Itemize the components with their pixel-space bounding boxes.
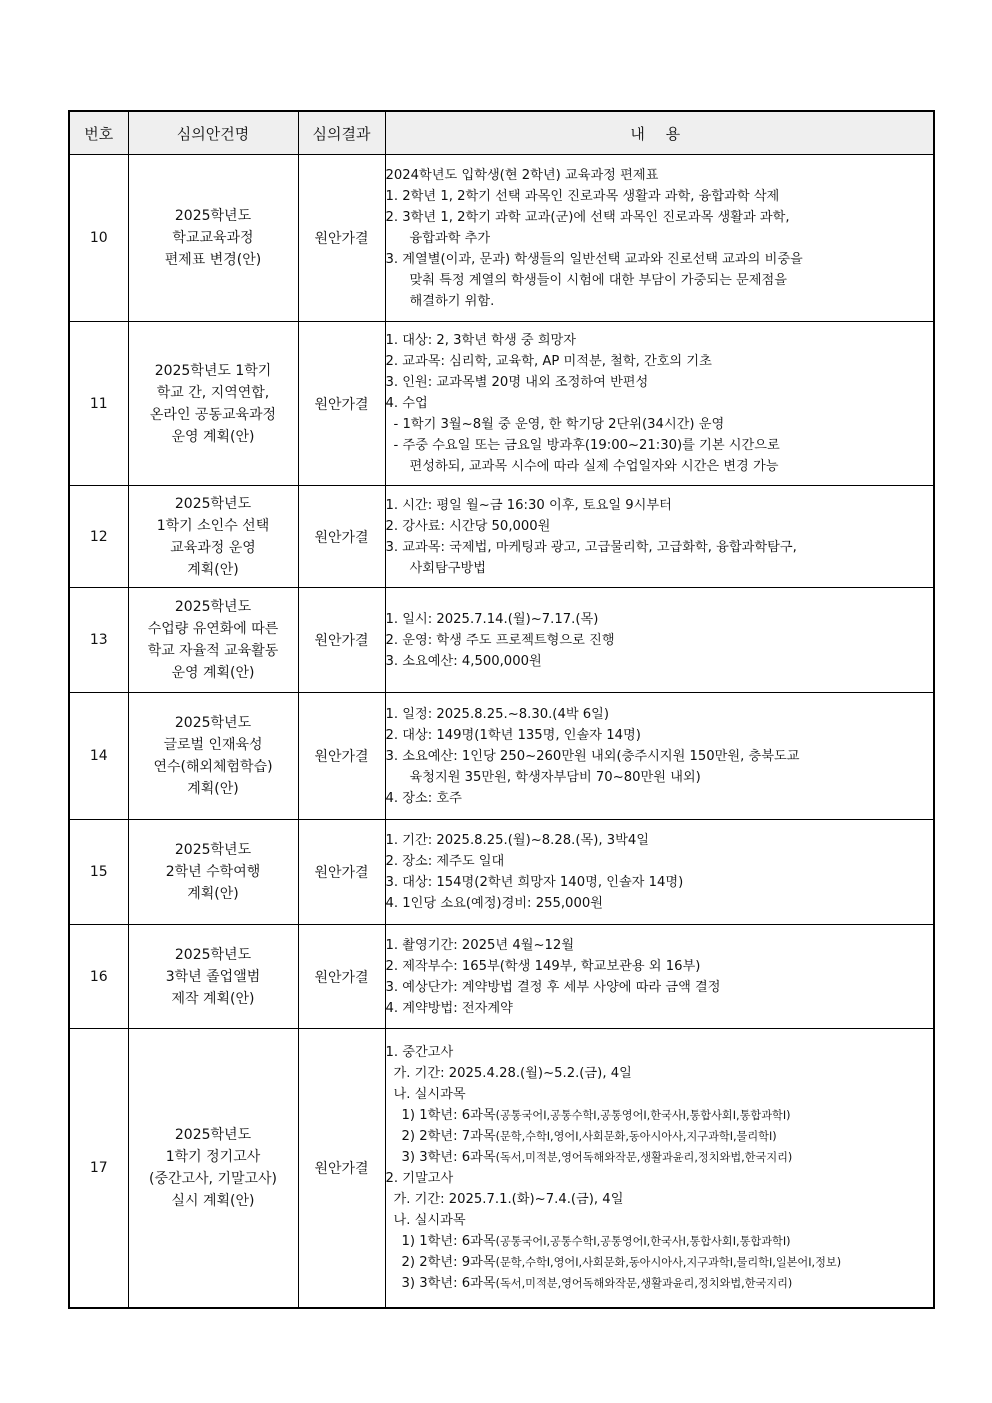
content-line [386,630,934,651]
agenda-title-line: 2025학년도 [174,208,252,224]
content-text: 나. 실시과목 [393,1212,466,1228]
content-text: 1. 대상: 2, 3학년 학생 중 희망자 [385,333,577,348]
content-text: 1. 중간고사 [385,1044,454,1060]
row-number: 10 [69,155,128,322]
agenda-title [128,925,298,1029]
content-text: 3. 인원: 교과목별 20명 내외 조정하여 반편성 [385,375,649,390]
content-text: 3. 계열별(이과, 문과) 학생들의 일반선택 교과와 진로선택 교과의 비중을 [385,251,803,267]
content-line [386,495,934,516]
content-line [386,851,934,872]
content-text: 1. 2학년 1, 2학기 선택 과목인 진로과목 생활과 과학, 융합과학 삭제 [385,188,780,204]
content-text: 1. 일시: 2025.7.14.(월)~7.17.(목) [385,611,599,627]
subject-list: (문학,수학Ⅰ,영어Ⅰ,사회문화,동아시아사,지구과학Ⅰ,물리학Ⅰ) [495,1129,777,1143]
content-text: 가. 기간: 2025.7.1.(화)~7.4.(금), 4일 [393,1191,624,1207]
content-text: 2. 제작부수: 165부(학생 149부, 학교보관용 외 16부) [385,958,701,974]
content-text: 3) 3학년: 6과목 [401,1275,496,1291]
content-text: 3. 소요예산: 4,500,000원 [385,653,542,669]
content-line [386,935,934,956]
agenda-title-line: 계획(안) [187,886,239,902]
deliberation-result: 원안가결 [298,486,385,588]
content-line [386,1189,934,1210]
agenda-title-line: 운영 계획(안) [171,428,255,445]
content-line [386,228,934,249]
content-text: - 1학기 3월~8월 중 운영, 한 학기당 2단위(34시간) 운영 [393,417,725,432]
content-line [386,1273,934,1294]
agenda-title-line: 학교교육과정 [172,230,254,246]
deliberation-result: 원안가결 [298,322,385,486]
content-cell [385,820,934,925]
content-line [386,998,934,1019]
content-text: 해결하기 위함. [409,293,495,309]
table-row [69,693,934,820]
content-cell [385,1029,934,1308]
content-text: 육청지원 35만원, 학생자부담비 70~80만원 내외) [409,769,701,785]
agenda-title-line: 편제표 변경(안) [164,252,262,268]
content-line [386,830,934,851]
content-line [386,725,934,746]
content-text: 1) 1학년: 6과목 [401,1107,496,1123]
agenda-title-line: 1학기 소인수 선택 [156,517,270,534]
row-number: 16 [69,925,128,1029]
content-line [386,207,934,228]
content-text: 1. 시간: 평일 월~금 16:30 이후, 토요일 9시부터 [385,497,672,513]
content-line [386,872,934,893]
content-line [386,704,934,725]
content-text: 1. 일정: 2025.8.25.~8.30.(4박 6일) [385,706,610,722]
table-row [69,155,934,322]
content-text: 3. 예상단가: 계약방법 결정 후 세부 사양에 따라 금액 결정 [385,979,721,995]
content-text: 2. 대상: 149명(1학년 135명, 인솔자 14명) [385,727,641,743]
agenda-title [128,1029,298,1308]
content-text: 1. 기간: 2025.8.25.(월)~8.28.(목), 3박4일 [385,833,649,848]
agenda-title-line: 수업량 유연화에 따른 [147,621,279,637]
content-text: - 주중 수요일 또는 금요일 방과후(19:00~21:30)를 기본 시간으로 [393,438,780,453]
header-result: 심의결과 [298,111,385,155]
subject-list: (독서,미적분,영어독해와작문,생활과윤리,정치와법,한국지리) [495,1150,793,1164]
content-line [386,393,934,414]
content-text: 2. 강사료: 시간당 50,000원 [385,518,551,534]
content-text: 1) 1학년: 6과목 [401,1233,496,1249]
content-line [386,1231,934,1252]
agenda-title-line: 2025학년도 [174,495,252,512]
content-cell [385,693,934,820]
table-body [69,155,934,1308]
deliberation-table [68,110,935,1309]
content-line [386,537,934,558]
content-line [386,1210,934,1231]
content-cell [385,588,934,693]
content-cell [385,925,934,1029]
table-row [69,588,934,693]
content-line [386,1252,934,1273]
content-line [386,291,934,312]
table-row [69,322,934,486]
content-line [386,270,934,291]
content-text: 2. 장소: 제주도 일대 [385,854,505,869]
content-cell [385,155,934,322]
deliberation-result: 원안가결 [298,820,385,925]
content-text: 나. 실시과목 [393,1086,466,1102]
agenda-title-line: 2025학년도 1학기 [154,362,272,379]
agenda-title-line: 온라인 공동교육과정 [149,406,277,423]
content-text: 사회탐구방법 [409,560,486,576]
subject-list: (독서,미적분,영어독해와작문,생활과윤리,정치와법,한국지리) [495,1276,793,1290]
content-line [386,372,934,393]
header-content: 내 용 [385,111,934,155]
agenda-title [128,693,298,820]
content-line [386,746,934,767]
agenda-title-line: 계획(안) [187,781,239,797]
content-line [386,651,934,672]
agenda-title-line: 글로벌 인재육성 [163,737,263,753]
content-line [386,249,934,270]
subject-list: (공통국어Ⅰ,공통수학Ⅰ,공통영어Ⅰ,한국사Ⅰ,통합사회Ⅰ,통합과학Ⅰ) [495,1234,791,1248]
content-line [386,1168,934,1189]
content-line [386,516,934,537]
content-line [386,186,934,207]
content-line [386,1084,934,1105]
content-line [386,767,934,788]
content-text: 2. 교과목: 심리학, 교육학, AP 미적분, 철학, 간호의 기초 [385,354,712,369]
content-line [386,1042,934,1063]
agenda-title-line: 2025학년도 [174,842,252,858]
content-text: 3. 소요예산: 1인당 250~260만원 내외(충주시지원 150만원, 충북도교 [385,748,800,764]
agenda-title-line: 교육과정 운영 [170,539,256,556]
deliberation-result: 원안가결 [298,1029,385,1308]
content-line [386,1147,934,1168]
content-line [386,165,934,186]
table-row [69,925,934,1029]
agenda-title-line: 제작 계획(안) [171,990,255,1007]
agenda-title-line: 2025학년도 [174,715,252,731]
table-row [69,1029,934,1308]
agenda-title-line: 실시 계획(안) [171,1192,255,1209]
agenda-title-line: 2025학년도 [174,599,252,615]
content-text: 4. 장소: 호주 [385,790,462,806]
agenda-title [128,588,298,693]
agenda-title-line: 운영 계획(안) [171,665,255,681]
content-line [386,977,934,998]
content-text: 맞춰 특정 계열의 학생들이 시험에 대한 부담이 가중되는 문제점을 [409,272,787,288]
subject-list: (공통국어Ⅰ,공통수학Ⅰ,공통영어Ⅰ,한국사Ⅰ,통합사회Ⅰ,통합과학Ⅰ) [495,1108,791,1122]
content-line [386,893,934,914]
content-text: 2) 2학년: 9과목 [401,1254,496,1270]
table-row [69,820,934,925]
content-line [386,788,934,809]
deliberation-result: 원안가결 [298,693,385,820]
subject-list: (문학,수학Ⅰ,영어Ⅰ,사회문화,동아시아사,지구과학Ⅰ,물리학Ⅰ,일본어Ⅰ,정보) [495,1255,842,1269]
content-cell [385,486,934,588]
table-row [69,486,934,588]
agenda-title-line: 계획(안) [187,561,239,578]
content-line [386,1105,934,1126]
agenda-title-line: (중간고사, 기말고사) [148,1170,278,1187]
content-line [386,609,934,630]
content-text: 2. 기말고사 [385,1170,454,1186]
agenda-title-line: 2025학년도 [174,946,252,963]
header-title: 심의안건명 [128,111,298,155]
table-header-row [69,111,934,155]
content-text: 가. 기간: 2025.4.28.(월)~5.2.(금), 4일 [393,1065,632,1081]
content-line [386,558,934,579]
content-line [386,456,934,477]
header-num: 번호 [69,111,128,155]
content-text: 3. 교과목: 국제법, 마케팅과 광고, 고급물리학, 고급화학, 융합과학탐구, [385,539,797,555]
row-number: 15 [69,820,128,925]
content-text: 4. 수업 [385,396,428,411]
agenda-title-line: 학교 간, 지역연합, [156,384,270,401]
content-line [386,1126,934,1147]
content-line [386,330,934,351]
content-text: 2. 3학년 1, 2학기 과학 교과(군)에 선택 과목인 진로과목 생활과 과학, [385,209,790,225]
content-text: 4. 계약방법: 전자계약 [385,1000,513,1016]
row-number: 17 [69,1029,128,1308]
agenda-title-line: 학교 자율적 교육활동 [147,643,279,659]
agenda-title [128,486,298,588]
agenda-title-line: 2025학년도 [174,1126,252,1143]
row-number: 12 [69,486,128,588]
row-number: 11 [69,322,128,486]
content-text: 2) 2학년: 7과목 [401,1128,496,1144]
agenda-title-line: 연수(해외체험학습) [153,759,273,775]
agenda-title [128,322,298,486]
agenda-title-line: 1학기 정기고사 [165,1148,261,1165]
row-number: 13 [69,588,128,693]
content-text: 3. 대상: 154명(2학년 희망자 140명, 인솔자 14명) [385,875,684,890]
content-text: 2. 운영: 학생 주도 프로젝트형으로 진행 [385,632,615,648]
deliberation-result: 원안가결 [298,588,385,693]
agenda-title [128,820,298,925]
deliberation-result: 원안가결 [298,155,385,322]
content-text: 4. 1인당 소요(예정)경비: 255,000원 [385,896,603,911]
content-line [386,414,934,435]
content-line [386,435,934,456]
deliberation-result: 원안가결 [298,925,385,1029]
agenda-title-line: 2학년 수학여행 [165,864,261,880]
content-line [386,1063,934,1084]
agenda-title [128,155,298,322]
content-cell [385,322,934,486]
content-text: 편성하되, 교과목 시수에 따라 실제 수업일자와 시간은 변경 가능 [409,459,779,474]
content-line [386,351,934,372]
content-text: 2024학년도 입학생(현 2학년) 교육과정 편제표 [385,167,659,183]
content-line [386,956,934,977]
content-text: 1. 촬영기간: 2025년 4월~12월 [385,937,575,953]
agenda-title-line: 3학년 졸업앨범 [165,968,261,985]
content-text: 융합과학 추가 [409,230,491,246]
row-number: 14 [69,693,128,820]
content-text: 3) 3학년: 6과목 [401,1149,496,1165]
